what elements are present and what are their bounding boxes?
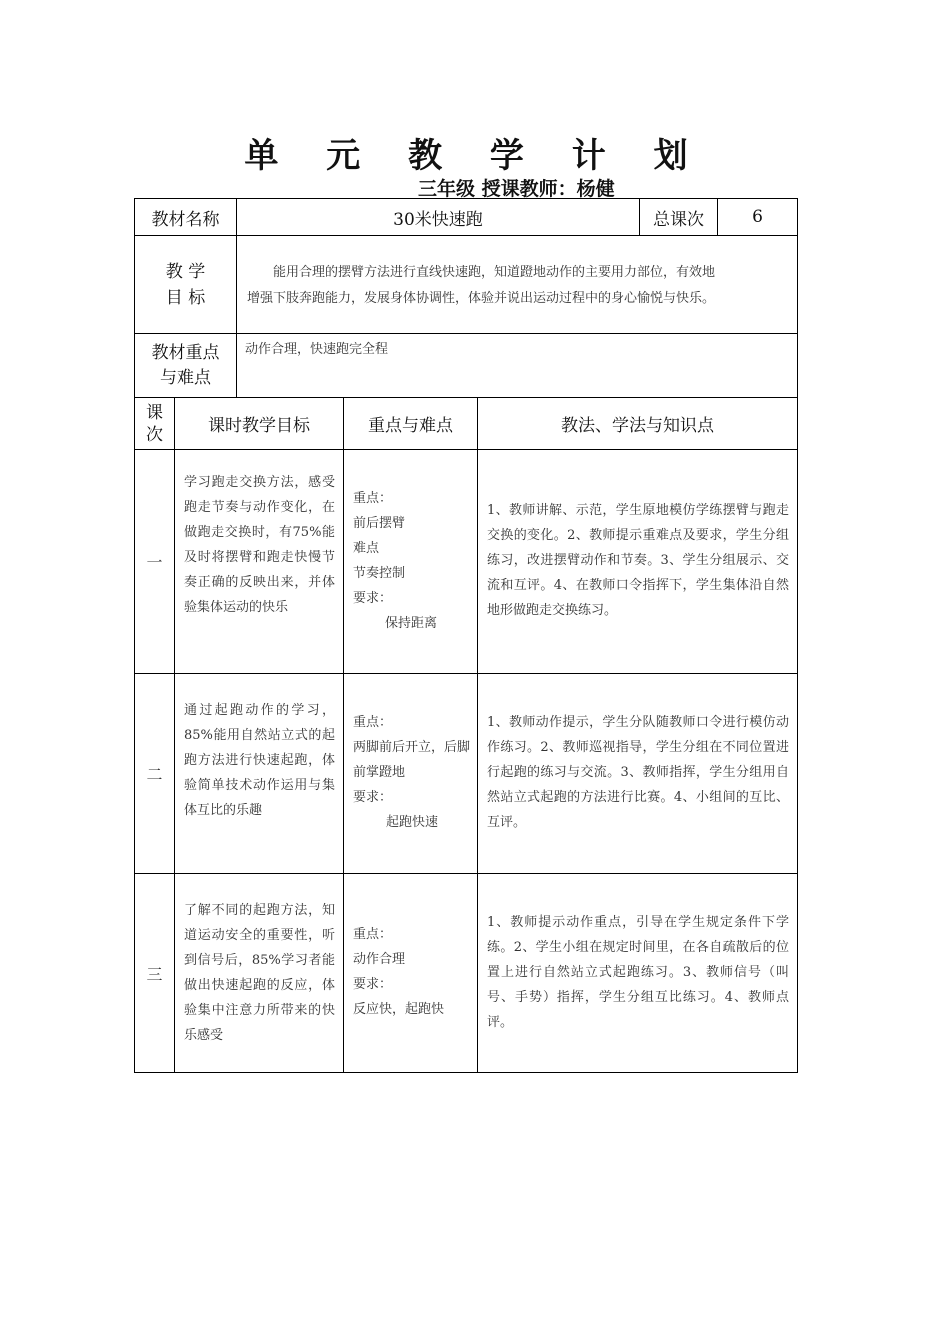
header-lesson-line-1: 课 — [146, 402, 163, 423]
info-table — [134, 198, 798, 398]
material-name-label: 教材名称 — [135, 199, 237, 236]
lesson-3-key-label: 重点： — [353, 927, 393, 942]
lesson-1-methods: 1、教师讲解、示范，学生原地模仿学练摆臂与跑走交换的变化。2、教师提示重难点及要求，学生分组练习，改进摆臂动作和节奏。3、学生分组展示、交流和互评。4、在教师口令指挥下，学生集体沿自然地形做跑走交换练习。 — [478, 450, 797, 674]
lesson-2-key-points — [344, 674, 478, 874]
lesson-1-key-points — [344, 450, 478, 674]
lesson-2-key-value: 两脚前后开立，后脚前掌蹬地 — [353, 740, 471, 780]
goal-text-line-1: 能用合理的摆臂方法进行直线快速跑，知道蹬地动作的主要用力部位，有效地 — [273, 265, 716, 280]
lesson-1-difficulty-value: 节奏控制 — [353, 566, 406, 581]
key-points-text: 动作合理，快速跑完全程 — [245, 342, 389, 357]
lesson-1-difficulty-label: 难点 — [353, 541, 380, 556]
lesson-1-key-value: 前后摆臂 — [353, 516, 406, 531]
lesson-3-key-value: 动作合理 — [353, 952, 406, 967]
key-points-label — [135, 334, 237, 397]
key-points-label-line-2: 与难点 — [160, 367, 211, 388]
lesson-2-methods: 1、教师动作提示，学生分队随教师口令进行模仿动作练习。2、教师巡视指导，学生分组在不同位置进行起跑的练习与交流。3、教师指挥，学生分组用自然站立式起跑的方法进行比赛。4、小组间的互比、互评。 — [478, 674, 797, 874]
material-name-value: 30米快速跑 — [237, 199, 640, 236]
lesson-1-key-label: 重点： — [353, 491, 393, 506]
page-subtitle: 三年级 授课教师：杨健 — [418, 178, 615, 200]
header-lesson-line-2: 次 — [146, 424, 163, 445]
lesson-1-number: 一 — [135, 450, 175, 674]
lesson-table — [134, 397, 798, 1073]
key-points-label-line-1: 教材重点 — [151, 342, 220, 363]
lesson-3-methods: 1、教师提示动作重点，引导在学生规定条件下学练。2、学生小组在规定时间里，在各自疏散后的位置上进行自然站立式起跑练习。3、教师信号（叫号、手势）指挥，学生分组互比练习。4、教师点评。 — [487, 915, 789, 1030]
lesson-2-objective: 通过起跑动作的学习，85%能用自然站立式的起跑方法进行快速起跑，体验简单技术动作运用与集体互比的乐趣 — [175, 674, 344, 874]
goal-text-line-2: 增强下肢奔跑能力，发展身体协调性，体验并说出运动过程中的身心愉悦与快乐。 — [247, 291, 716, 306]
lesson-2-key-label: 重点： — [353, 715, 393, 730]
page-title: 单 元 教 学 计 划 — [244, 136, 706, 176]
total-lessons-value: 6 — [718, 199, 797, 236]
header-key-points: 重点与难点 — [344, 398, 478, 450]
lesson-3-requirement-value: 反应快，起跑快 — [353, 1002, 445, 1017]
header-methods: 教法、学法与知识点 — [478, 398, 797, 450]
goal-text — [237, 236, 797, 334]
lesson-2-requirement-value: 起跑快速 — [386, 815, 439, 830]
lesson-3-key-points — [344, 874, 478, 1072]
lesson-3-requirement-label: 要求： — [353, 977, 393, 992]
lesson-2-requirement-label: 要求： — [353, 790, 393, 805]
goal-label-line-1: 教 学 — [165, 261, 206, 282]
lesson-1-objective: 学习跑走交换方法，感受跑走节奏与动作变化，在做跑走交换时，有75%能及时将摆臂和跑走快慢节奏正确的反映出来，并体验集体运动的快乐 — [175, 450, 344, 674]
header-lesson-number — [135, 398, 175, 450]
lesson-1-requirement-value: 保持距离 — [385, 616, 438, 631]
header-objective: 课时教学目标 — [175, 398, 344, 450]
total-lessons-label: 总课次 — [640, 199, 718, 236]
goal-label-line-2: 目 标 — [165, 287, 206, 308]
lesson-1-requirement-label: 要求： — [353, 591, 393, 606]
lesson-3-objective: 了解不同的起跑方法，知道运动安全的重要性，听到信号后，85%学习者能做出快速起跑的反应，体验集中注意力所带来的快乐感受 — [175, 874, 344, 1072]
goal-label — [135, 236, 237, 334]
lesson-2-number: 二 — [135, 674, 175, 874]
lesson-3-number: 三 — [135, 874, 175, 1072]
